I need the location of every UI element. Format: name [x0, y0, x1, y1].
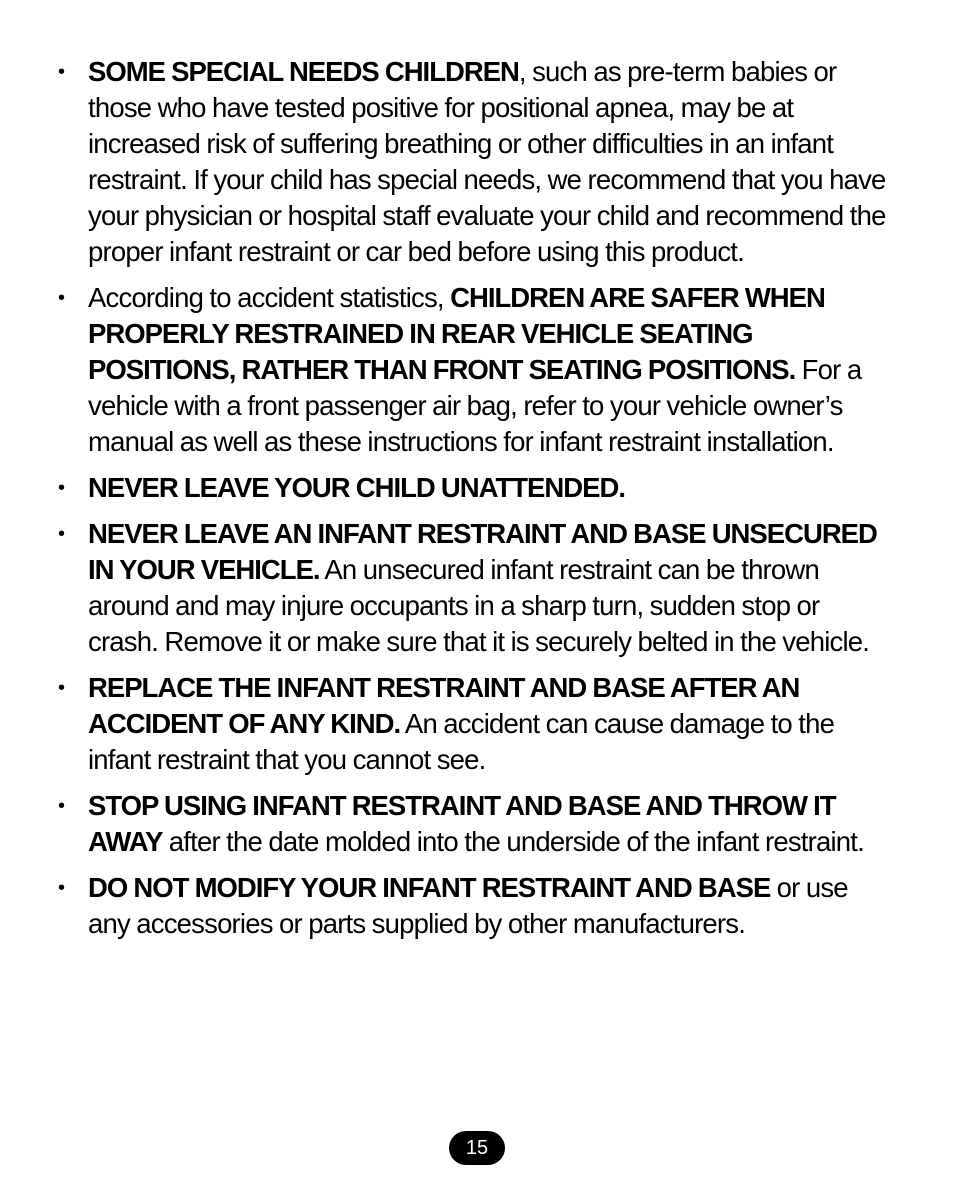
warning-bold-text: SOME SPECIAL NEEDS CHILDREN [88, 56, 519, 87]
warning-bold-text: NEVER LEAVE YOUR CHILD UNATTENDED. [88, 472, 625, 503]
warning-item [58, 788, 888, 860]
bullet-marker: • [58, 677, 65, 699]
warning-bold-text: STOP USING INFANT RESTRAINT AND BASE AND THROW IT AWAY [88, 790, 836, 857]
bullet-marker: • [58, 287, 65, 309]
page-number-badge: 15 [449, 1131, 505, 1165]
safety-warning-list [58, 54, 888, 952]
warning-text: , such as pre-term babies or those who have tested positive for positional apnea, may be at increased risk of suffering breathing or other difficulties in an infant restraint. If your child has special needs, we recommend that you have your physician or hospital staff evaluate your child and recommend the proper infant restraint or car bed before using this product. [88, 56, 886, 267]
bullet-marker: • [58, 477, 65, 499]
warning-item [58, 54, 888, 270]
warning-bold-text: NEVER LEAVE AN INFANT RESTRAINT AND BASE UNSECURED IN YOUR VEHICLE. [88, 518, 877, 585]
warning-item [58, 870, 888, 942]
bullet-marker: • [58, 523, 65, 545]
warning-text: after the date molded into the underside of the infant restraint. [162, 826, 864, 857]
warning-text: For a vehicle with a front passenger air bag, refer to your vehicle owner’s manual as well as these instructions for infant restraint installation. [88, 354, 862, 457]
warning-item [58, 280, 888, 460]
bullet-marker: • [58, 795, 65, 817]
bullet-marker: • [58, 61, 65, 83]
warning-text: An unsecured infant restraint can be thrown around and may injure occupants in a sharp turn, sudden stop or crash. Remove it or make sure that it is securely belted in the vehicle. [88, 554, 870, 657]
warning-item [58, 470, 888, 506]
warning-bold-text: DO NOT MODIFY YOUR INFANT RESTRAINT AND BASE [88, 872, 771, 903]
bullet-marker: • [58, 877, 65, 899]
warning-item [58, 516, 888, 660]
warning-text: According to accident statistics, [88, 282, 451, 313]
warning-bold-text: REPLACE THE INFANT RESTRAINT AND BASE AFTER AN ACCIDENT OF ANY KIND. [88, 672, 800, 739]
warning-bold-text: CHILDREN ARE SAFER WHEN PROPERLY RESTRAINED IN REAR VEHICLE SEATING POSITIONS, RATHER THAN FRONT SEATING POSITIONS. [88, 282, 825, 385]
warning-text: An accident can cause damage to the infant restraint that you cannot see. [88, 708, 835, 775]
warning-text: or use any accessories or parts supplied by other manufacturers. [88, 872, 848, 939]
warning-item [58, 670, 888, 778]
